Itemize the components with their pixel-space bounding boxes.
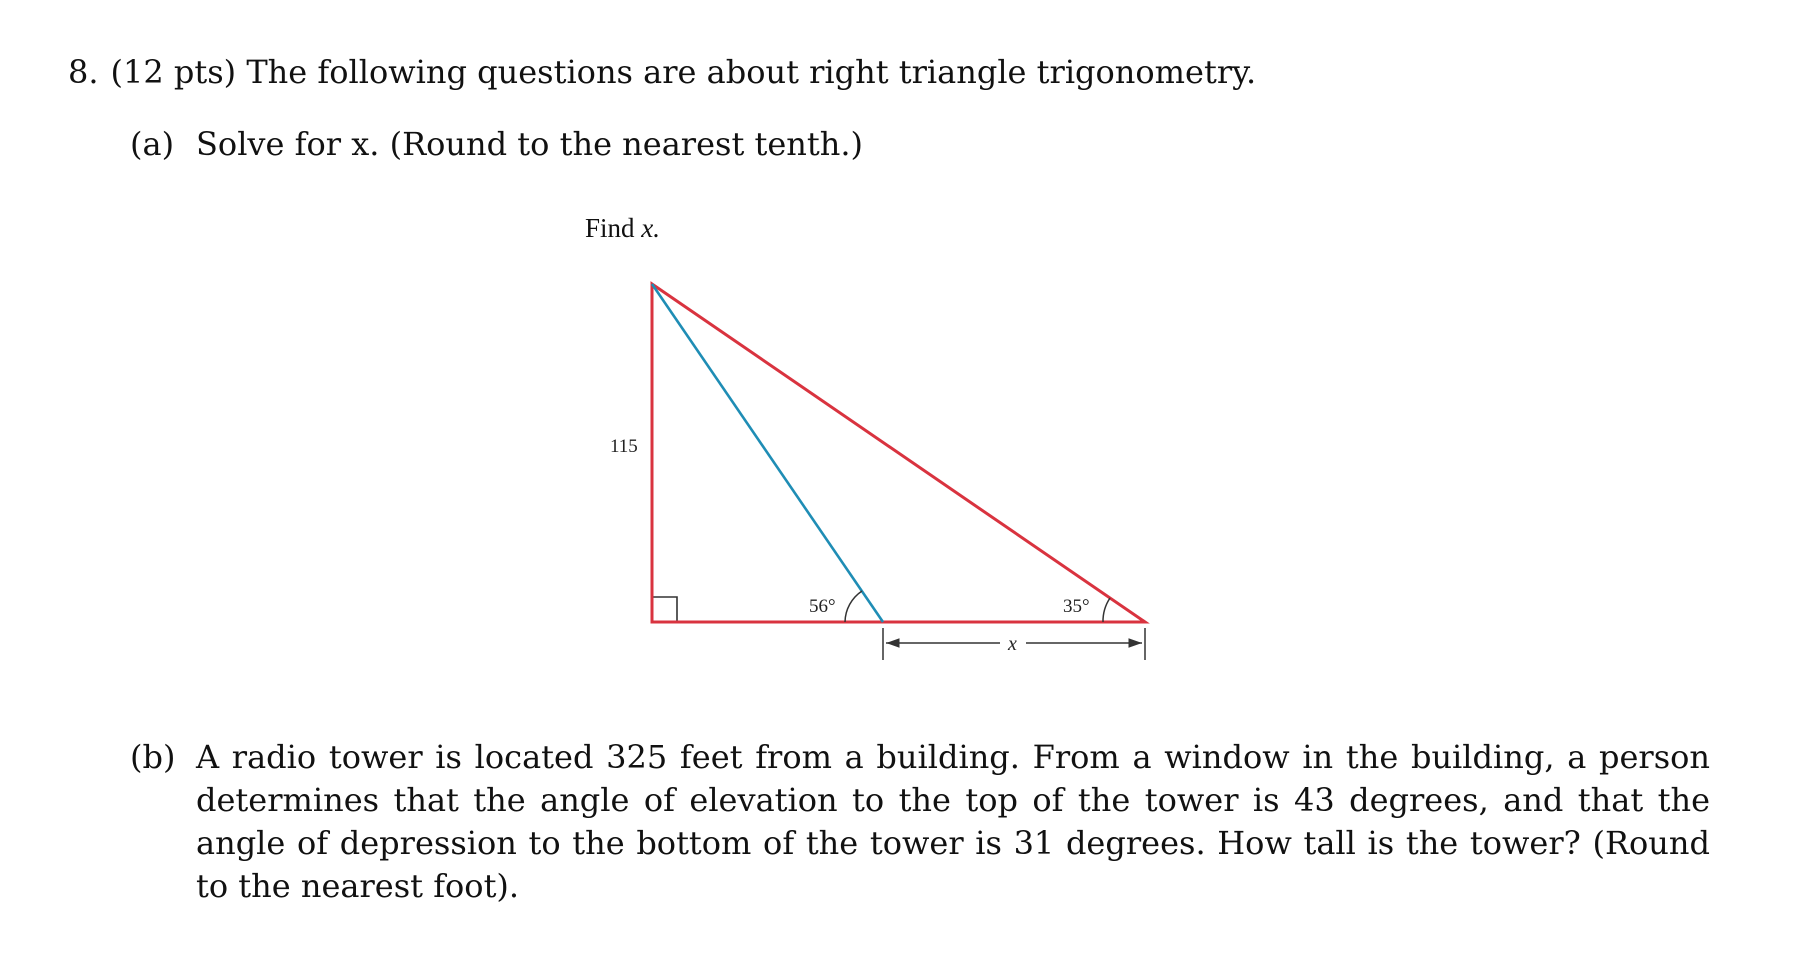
- part-b: [130, 736, 1710, 908]
- problem-number: 8.: [68, 53, 99, 91]
- angle-label-35: 35°: [1063, 596, 1090, 617]
- inner-line: [652, 284, 883, 622]
- right-angle-mark: [652, 597, 677, 622]
- angle-arc-35: [1103, 598, 1110, 622]
- outer-triangle: [652, 284, 1145, 622]
- part-b-label: (b): [130, 738, 176, 776]
- problem-title: (12 pts) The following questions are about right triangle trigonometry.: [110, 53, 1257, 91]
- segment-label-x: x: [1008, 633, 1017, 655]
- part-a-text: Solve for x. (Round to the nearest tenth.): [196, 125, 864, 163]
- part-a-label: (a): [130, 125, 175, 163]
- angle-arc-56: [845, 591, 862, 622]
- side-label-115: 115: [610, 436, 638, 457]
- figure-caption-variable: x.: [641, 213, 661, 243]
- part-b-text: A radio tower is located 325 feet from a building. From a window in the building, a person determines that the angle of elevation to the top of the tower is 43 degrees, and that the angle of depression to the bottom of the tower is 31 degrees. How tall is the tower? (Round to the nearest foot).: [196, 738, 1710, 905]
- angle-label-56: 56°: [809, 596, 836, 617]
- figure-caption-prefix: Find: [585, 213, 642, 243]
